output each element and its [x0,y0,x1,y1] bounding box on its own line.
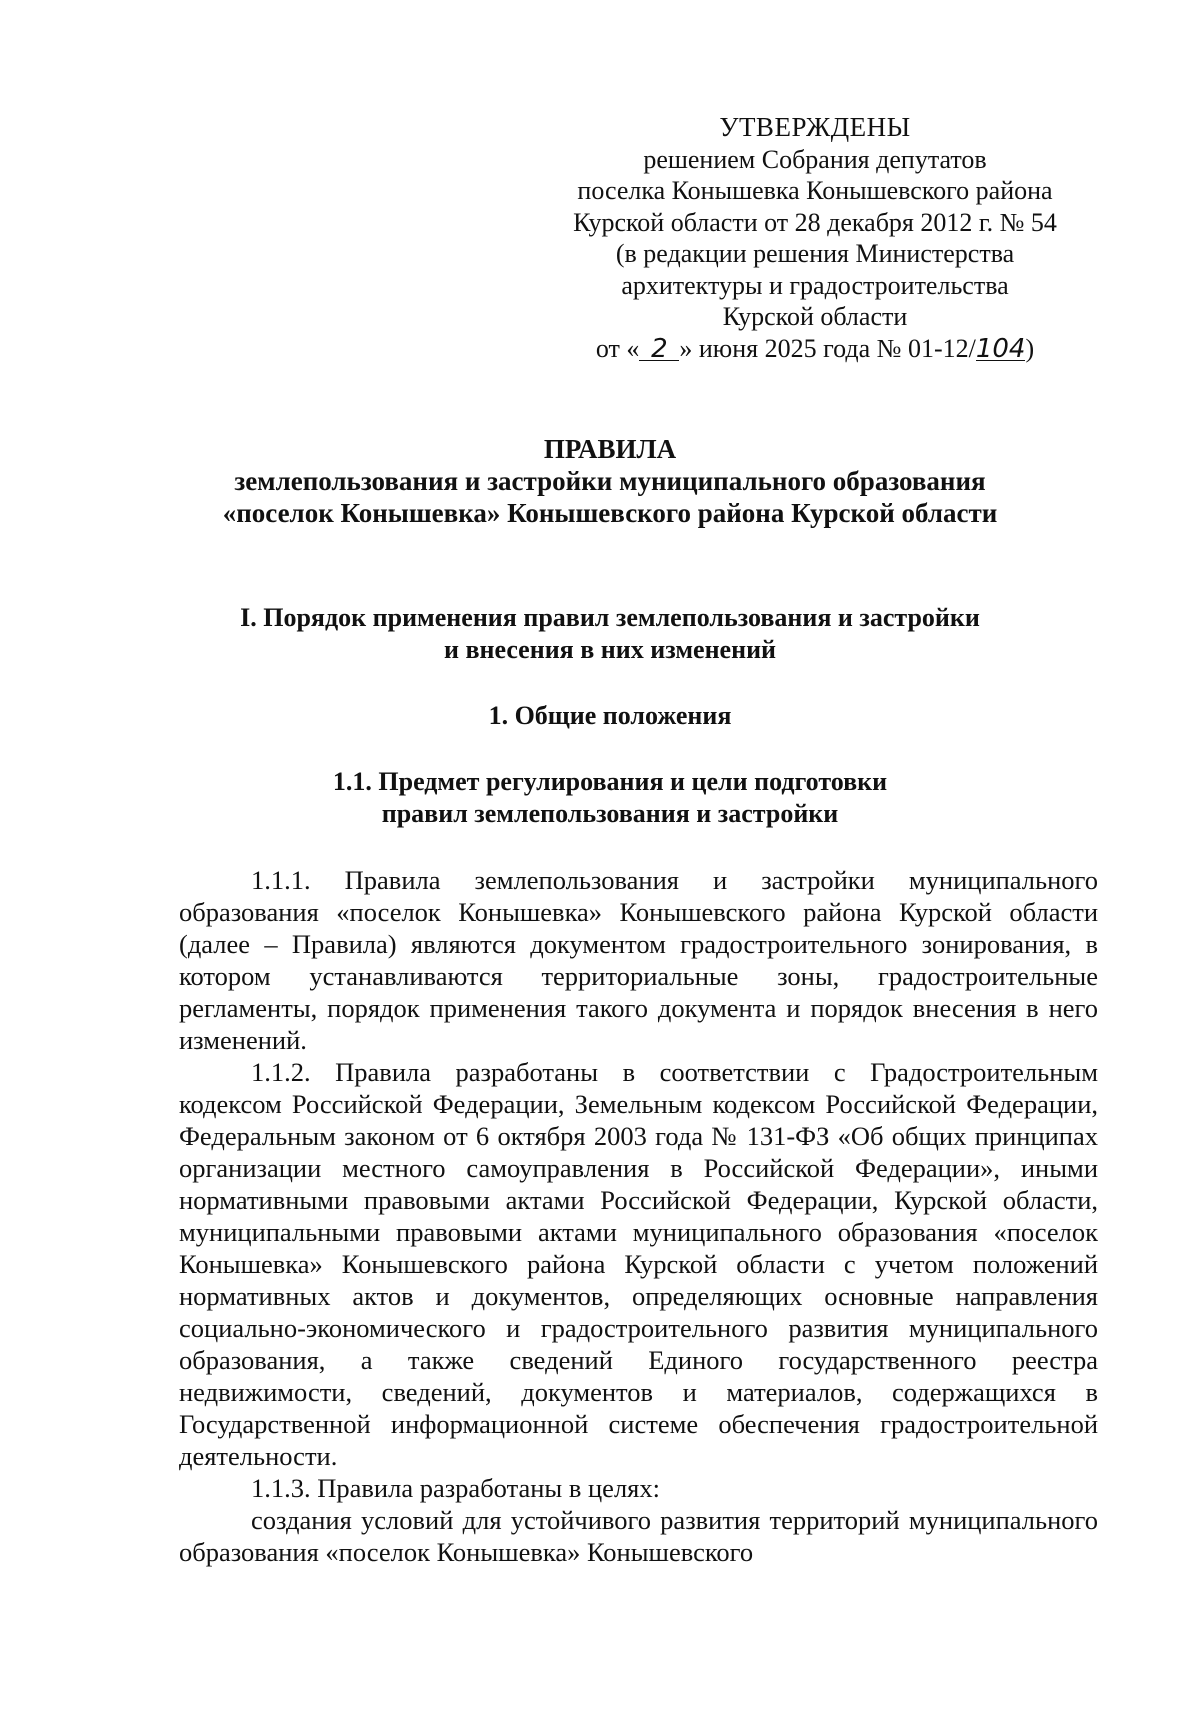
document-title-block [170,433,1050,529]
date-prefix: от « [595,333,640,363]
approval-stamp-block [540,112,1090,364]
approval-line: поселка Конышевка Конышевского района [577,176,1053,205]
body-text [179,864,1098,1568]
section-heading-line: и внесения в них изменений [443,635,777,664]
document-title: ПРАВИЛА [543,434,677,464]
section-heading-line: I. Порядок применения правил землепользования и застройки [240,603,980,632]
subsection-heading-line: 1.1. Предмет регулирования и цели подготовки [332,767,888,796]
paragraph: 1.1.3. Правила разработаны в целях: [251,1473,660,1503]
approval-line: Курской области от 28 декабря 2012 г. № 54 [573,207,1057,237]
section-heading [170,602,1050,666]
approval-title: УТВЕРЖДЕНЫ [719,112,911,142]
date-suffix: ) [1025,333,1035,363]
subsection-heading-line: правил землепользования и застройки [381,799,839,828]
approval-date-line [540,333,1090,365]
date-middle: » июня 2025 года № 01-12/ [679,333,976,363]
handwritten-number: 104 [975,333,1026,364]
approval-line: Курской области [722,302,908,331]
paragraph: создания условий для устойчивого развития территорий муниципального образования «поселок Конышевка» Конышевского [179,1505,1098,1567]
chapter-heading: 1. Общие положения [488,701,732,730]
approval-line: архитектуры и градостроительства [621,270,1009,300]
approval-line: решением Собрания депутатов [643,144,987,174]
document-subtitle-line: землепользования и застройки муниципального образования [234,466,986,496]
document-subtitle-line: «поселок Конышевка» Конышевского района Курской области [222,498,998,528]
approval-line: (в редакции решения Министерства [615,239,1015,268]
handwritten-day: 2 [639,338,679,361]
paragraph: 1.1.1. Правила землепользования и застройки муниципального образования «поселок Конышевка» Конышевского района Курской области (далее – Правила) являются документом градостроительного зонирования, в котором устанавливаются территориальные зоны, градостроительные регламенты, порядок применения такого документа и порядок внесения в него изменений. [179,865,1098,1055]
paragraph: 1.1.2. Правила разработаны в соответствии с Градостроительным кодексом Российской Федерации, Земельным кодексом Российской Федерации, Федеральным законом от 6 октября 2003 года № 131-ФЗ «Об общих принципах организации местного самоуправления в Российской Федерации», иными нормативными правовыми актами Российской Федерации, Курской области, муниципальными правовыми актами муниципального образования «поселок Конышевка» Конышевского района Курской области с учетом положений нормативных актов и документов, определяющих основные направления социально-экономического и градостроительного развития муниципального образования, а также сведений Единого государственного реестра недвижимости, сведений, документов и материалов, содержащихся в Государственной информационной системе обеспечения градостроительной деятельности. [179,1057,1098,1471]
subsection-heading [170,766,1050,830]
